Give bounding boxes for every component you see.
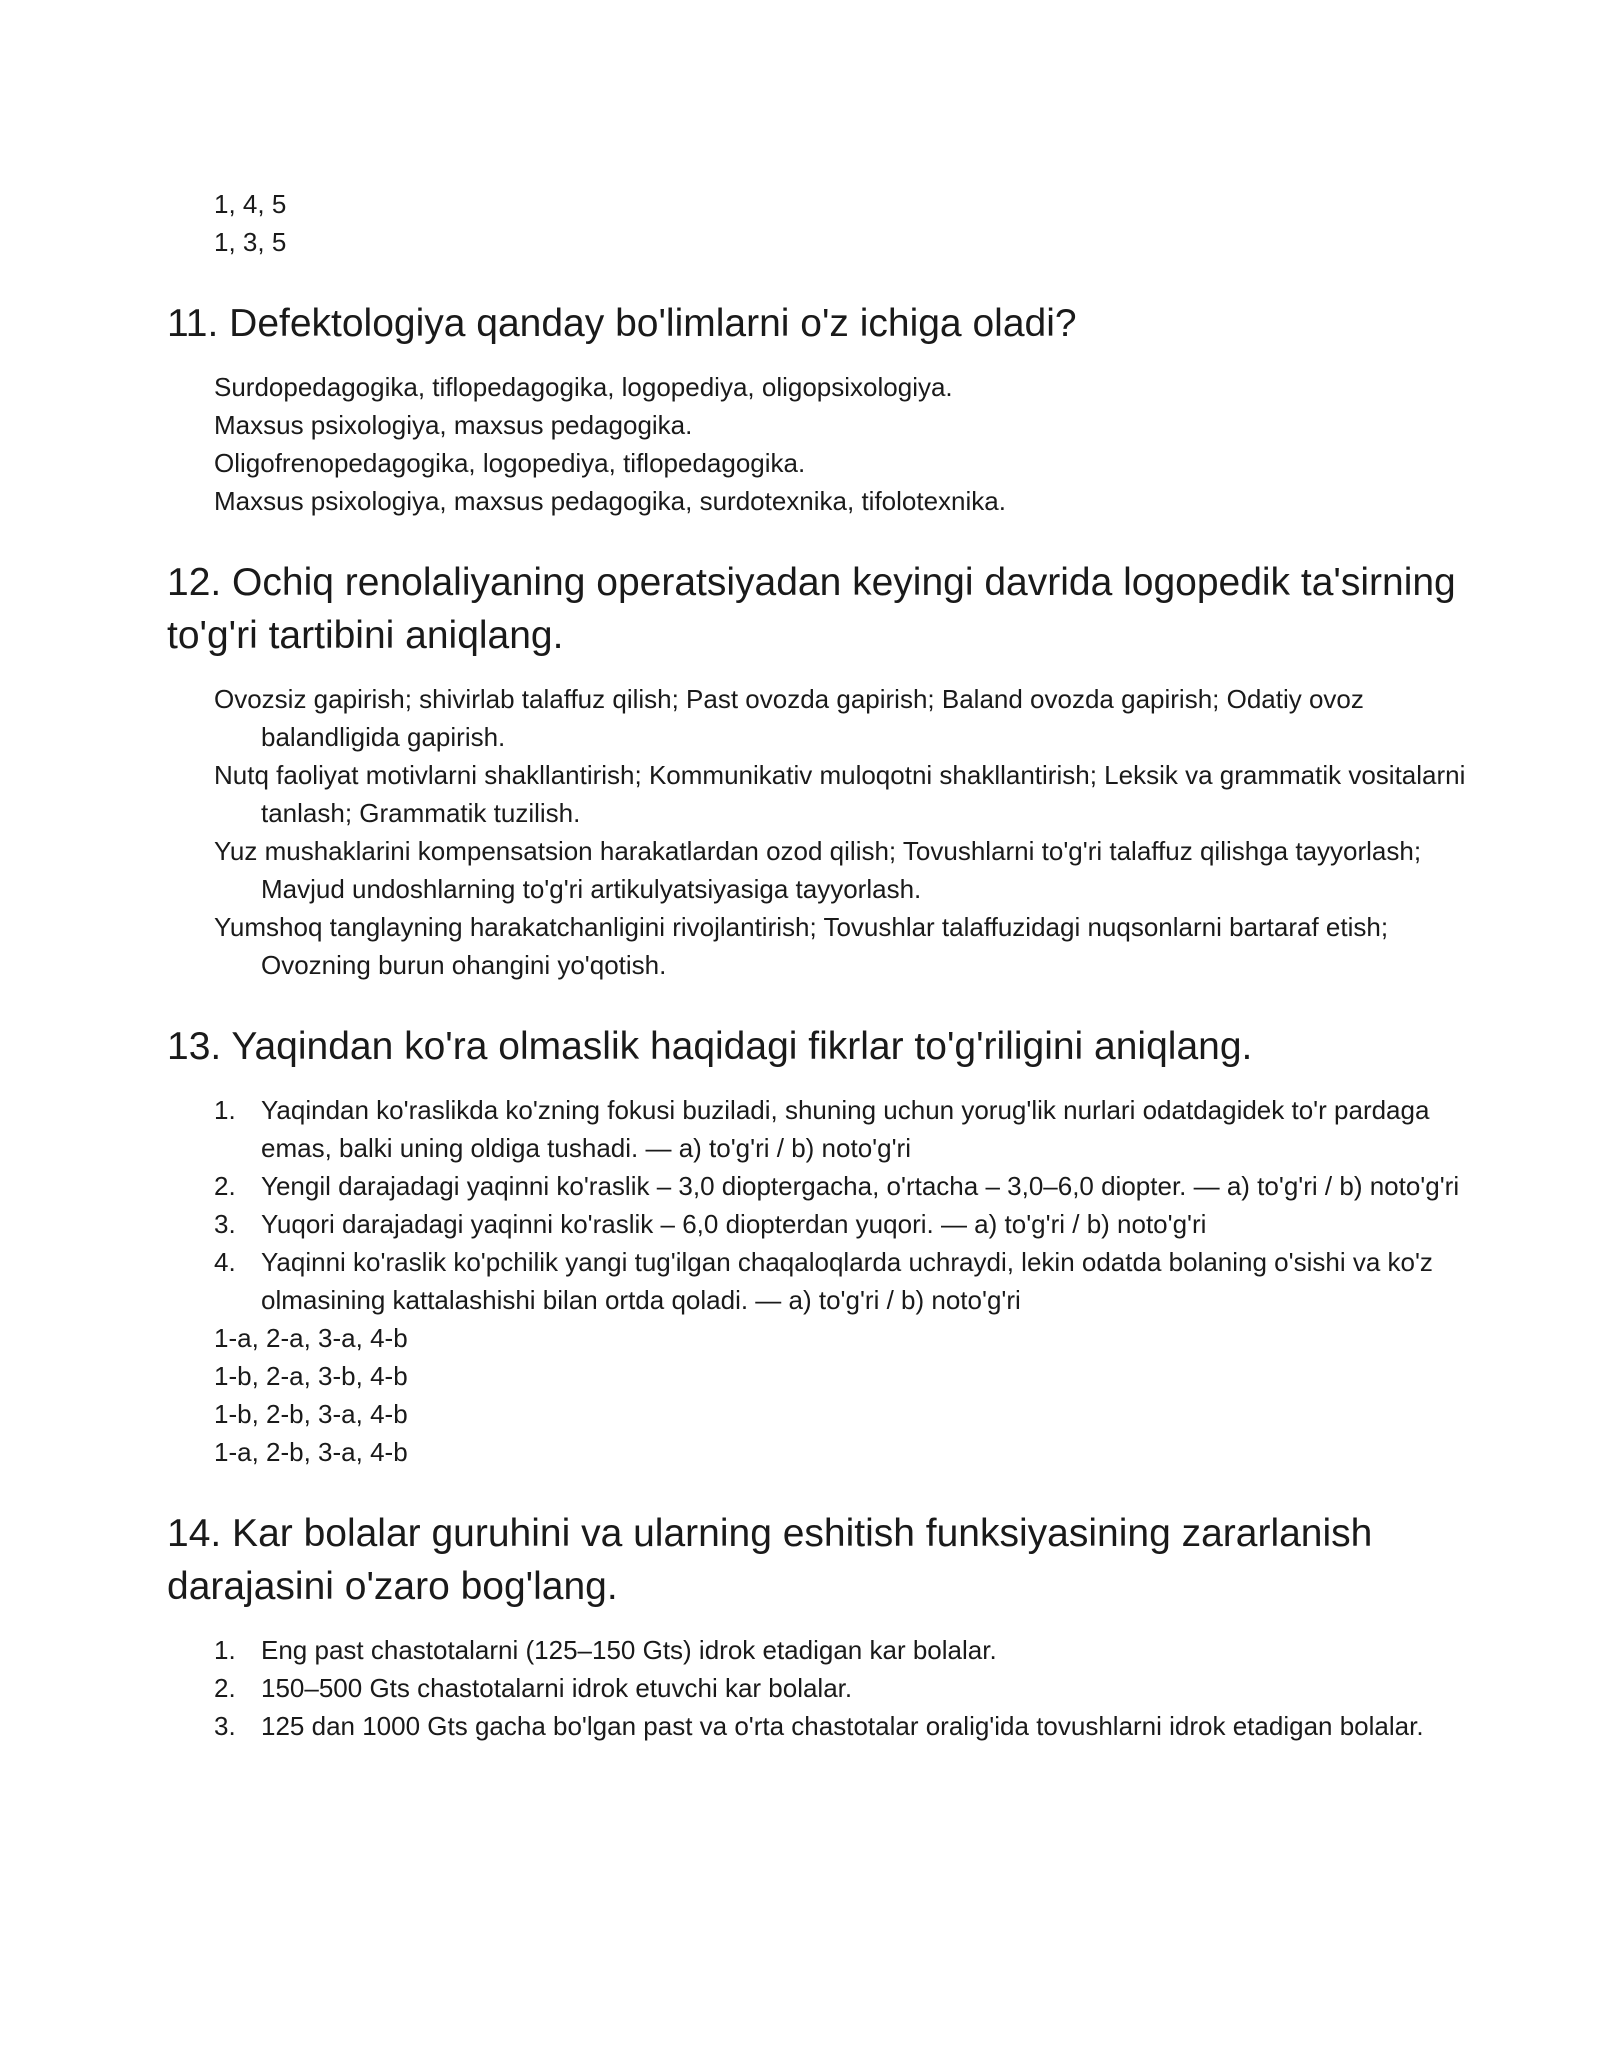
statement-number: 2. <box>214 1171 236 1201</box>
answer-option: Nutq faoliyat motivlarni shakllantirish; Kommunikativ muloqotni shakllantirish; Leksik va grammatik vositalarni tanlash; Grammatik tuzilish. <box>214 760 1466 828</box>
statement-text: 150–500 Gts chastotalarni idrok etuvchi kar bolalar. <box>261 1673 853 1703</box>
question-14 <box>167 1507 1497 1745</box>
statement-text: Yaqinni ko'raslik ko'pchilik yangi tug'ilgan chaqaloqlarda uchraydi, lekin odatda bolaning o'sishi va ko'z olmasining kattalashishi bilan ortda qoladi. — a) to'g'ri / b) noto'g'ri <box>261 1247 1433 1315</box>
question-11 <box>167 297 1497 520</box>
answer-option: Yuz mushaklarini kompensatsion harakatlardan ozod qilish; Tovushlarni to'g'ri talaffuz qilishga tayyorlash; Mavjud undoshlarning to'g'ri artikulyatsiyasiga tayyorlash. <box>214 836 1422 904</box>
question-13 <box>167 1020 1497 1471</box>
numbered-statement <box>167 1631 1497 1669</box>
answer-option: Maxsus psixologiya, maxsus pedagogika, surdotexnika, tifolotexnika. <box>214 486 1006 516</box>
statement-text: Yaqindan ko'raslikda ko'zning fokusi buziladi, shuning uchun yorug'lik nurlari odatdagidek to'r pardaga emas, balki uning oldiga tushadi. — a) to'g'ri / b) noto'g'ri <box>261 1095 1430 1163</box>
answer-option: 1, 3, 5 <box>214 227 287 257</box>
answer-option: Yumshoq tanglayning harakatchanligini rivojlantirish; Tovushlar talaffuzidagi nuqsonlarni bartaraf etish; Ovozning burun ohangini yo'qotish. <box>214 912 1389 980</box>
statement-number: 1. <box>214 1095 236 1125</box>
answer-option: Ovozsiz gapirish; shivirlab talaffuz qilish; Past ovozda gapirish; Baland ovozda gapirish; Odatiy ovoz balandligida gapirish. <box>214 684 1364 752</box>
statement-text: Eng past chastotalarni (125–150 Gts) idrok etadigan kar bolalar. <box>261 1635 997 1665</box>
answer-option: Maxsus psixologiya, maxsus pedagogika. <box>214 410 693 440</box>
question-title: 14. Kar bolalar guruhini va ularning eshitish funksiyasining zararlanish darajasini o'zaro bog'lang. <box>167 1512 1373 1608</box>
statement-number: 2. <box>214 1673 236 1703</box>
statement-number: 3. <box>214 1711 236 1741</box>
answer-option: 1-a, 2-a, 3-a, 4-b <box>214 1323 408 1353</box>
numbered-statement <box>167 1167 1497 1205</box>
question-title: 13. Yaqindan ko'ra olmaslik haqidagi fikrlar to'g'riligini aniqlang. <box>167 1025 1253 1068</box>
answer-option: 1-a, 2-b, 3-a, 4-b <box>214 1437 408 1467</box>
numbered-statement <box>167 1707 1497 1745</box>
numbered-statement <box>167 1205 1497 1243</box>
statement-text: Yuqori darajadagi yaqinni ko'raslik – 6,0 diopterdan yuqori. — a) to'g'ri / b) noto'g'ri <box>261 1209 1207 1239</box>
statement-number: 1. <box>214 1635 236 1665</box>
answer-option: Oligofrenopedagogika, logopediya, tiflopedagogika. <box>214 448 806 478</box>
statement-text: Yengil darajadagi yaqinni ko'raslik – 3,0 dioptergacha, o'rtacha – 3,0–6,0 diopter. — a) to'g'ri / b) noto'g'ri <box>261 1171 1460 1201</box>
statement-number: 4. <box>214 1247 236 1277</box>
prev-answer-options <box>167 185 1497 261</box>
question-title: 11. Defektologiya qanday bo'limlarni o'z ichiga oladi? <box>167 302 1077 345</box>
numbered-statement <box>167 1091 1497 1167</box>
answer-option: Surdopedagogika, tiflopedagogika, logopediya, oligopsixologiya. <box>214 372 953 402</box>
statement-number: 3. <box>214 1209 236 1239</box>
answer-option: 1-b, 2-b, 3-a, 4-b <box>214 1399 408 1429</box>
answer-option: 1, 4, 5 <box>214 189 287 219</box>
answer-option: 1-b, 2-a, 3-b, 4-b <box>214 1361 408 1391</box>
page-content <box>167 185 1497 1745</box>
statement-text: 125 dan 1000 Gts gacha bo'lgan past va o'rta chastotalar oralig'ida tovushlarni idrok etadigan bolalar. <box>261 1711 1424 1741</box>
numbered-statement <box>167 1243 1497 1319</box>
question-title: 12. Ochiq renolaliyaning operatsiyadan keyingi davrida logopedik ta'sirning to'g'ri tartibini aniqlang. <box>167 561 1456 657</box>
question-12 <box>167 556 1497 984</box>
numbered-statement <box>167 1669 1497 1707</box>
